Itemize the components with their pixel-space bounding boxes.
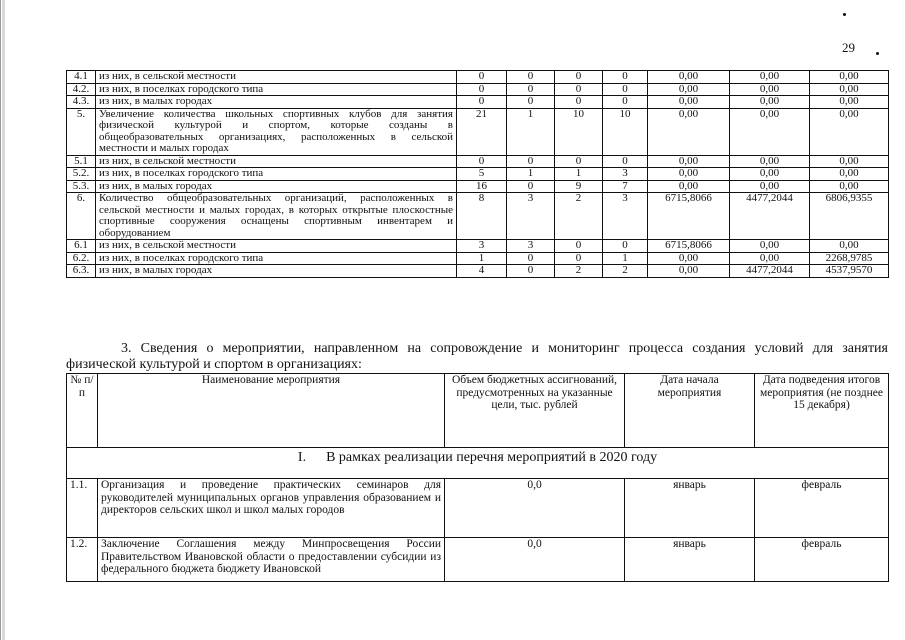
indicator-value-7: 0,00 — [810, 83, 889, 96]
indicator-number: 5.3. — [67, 180, 96, 193]
indicator-description: из них, в поселках городского типа — [96, 252, 457, 265]
indicator-value-3: 0 — [555, 71, 603, 84]
indicator-description: из них, в сельской местности — [96, 240, 457, 253]
indicator-value-5: 6715,8066 — [648, 240, 730, 253]
indicator-value-6: 0,00 — [730, 155, 810, 168]
indicator-value-3: 1 — [555, 168, 603, 181]
indicator-description: из них, в сельской местности — [96, 155, 457, 168]
indicator-description: Увеличение количества школьных спортивных клубов для занятия физической культурой и спортом, которые созданы в общеобразовательных организациях, расположенных в сельской местности и малых городах — [96, 108, 457, 155]
indicator-value-5: 0,00 — [648, 96, 730, 109]
indicator-value-5: 0,00 — [648, 252, 730, 265]
indicator-description: из них, в поселках городского типа — [96, 83, 457, 96]
indicator-value-5: 0,00 — [648, 265, 730, 278]
indicator-value-3: 10 — [555, 108, 603, 155]
header-end-date: Дата подведения итогов мероприятия (не позднее 15 декабря) — [755, 374, 889, 448]
indicator-value-2: 3 — [507, 193, 555, 240]
indicator-number: 4.3. — [67, 96, 96, 109]
indicator-value-2: 0 — [507, 96, 555, 109]
indicator-row — [67, 168, 889, 181]
indicator-number: 5.1 — [67, 155, 96, 168]
measure-name: Организация и проведение практических семинаров для руководителей муниципальных органов управления образованием и директоров сельских школ и школ малых городов — [98, 479, 445, 538]
indicator-value-3: 0 — [555, 240, 603, 253]
indicator-value-6: 0,00 — [730, 252, 810, 265]
indicator-row — [67, 193, 889, 240]
indicator-value-4: 3 — [603, 168, 648, 181]
section-row-text: В рамках реализации перечня мероприятий в 2020 году — [326, 450, 658, 465]
indicator-value-2: 0 — [507, 71, 555, 84]
indicator-value-1: 8 — [457, 193, 507, 240]
indicator-value-6: 0,00 — [730, 83, 810, 96]
indicator-value-5: 0,00 — [648, 180, 730, 193]
indicator-number: 6.2. — [67, 252, 96, 265]
section-row-number: I. — [297, 450, 307, 465]
indicator-value-2: 0 — [507, 265, 555, 278]
indicator-row — [67, 108, 889, 155]
measure-end: февраль — [755, 479, 889, 538]
indicator-value-4: 0 — [603, 96, 648, 109]
indicator-value-1: 0 — [457, 71, 507, 84]
indicator-description: Количество общеобразовательных организаций, расположенных в сельской местности и малых городах, в которых открытые плоскостные спортивные сооружения оснащены спортивным инвентарем и оборудованием — [96, 193, 457, 240]
indicator-value-7: 0,00 — [810, 240, 889, 253]
indicator-value-3: 0 — [555, 96, 603, 109]
indicator-value-6: 0,00 — [730, 180, 810, 193]
indicator-value-2: 1 — [507, 108, 555, 155]
indicator-number: 5. — [67, 108, 96, 155]
section-row — [67, 448, 889, 479]
indicator-value-4: 2 — [603, 265, 648, 278]
indicator-value-1: 0 — [457, 96, 507, 109]
indicator-row — [67, 155, 889, 168]
indicator-row — [67, 252, 889, 265]
indicator-value-6: 4477,2044 — [730, 193, 810, 240]
indicator-number: 4.2. — [67, 83, 96, 96]
indicator-value-1: 21 — [457, 108, 507, 155]
indicator-description: из них, в поселках городского типа — [96, 168, 457, 181]
indicator-value-1: 0 — [457, 155, 507, 168]
indicator-value-5: 0,00 — [648, 71, 730, 84]
indicator-number: 6.1 — [67, 240, 96, 253]
indicator-row — [67, 96, 889, 109]
indicator-value-7: 0,00 — [810, 96, 889, 109]
indicator-value-1: 1 — [457, 252, 507, 265]
indicator-row — [67, 180, 889, 193]
measure-end: февраль — [755, 538, 889, 582]
measures-header-row — [67, 374, 889, 448]
indicator-value-2: 0 — [507, 180, 555, 193]
measure-start: январь — [625, 538, 755, 582]
indicator-value-6: 0,00 — [730, 71, 810, 84]
indicator-value-7: 0,00 — [810, 180, 889, 193]
measure-row — [67, 538, 889, 582]
page-number: 29 — [842, 40, 855, 55]
indicator-row — [67, 265, 889, 278]
indicator-value-7: 0,00 — [810, 71, 889, 84]
indicator-value-2: 0 — [507, 83, 555, 96]
indicators-table-body — [67, 71, 889, 278]
indicator-value-3: 2 — [555, 193, 603, 240]
measure-budget: 0,0 — [445, 479, 625, 538]
indicator-value-2: 3 — [507, 240, 555, 253]
indicators-table — [66, 70, 889, 278]
section-3-title: 3. Сведения о мероприятии, направленном на сопровождение и мониторинг процесса создания условий для занятия физической культурой и спортом в организациях: — [66, 341, 888, 372]
measure-name: Заключение Соглашения между Минпросвещения России Правительством Ивановской области о предоставлении субсидии из федерального бюджета бюджету Ивановской — [98, 538, 445, 582]
scan-edge-line — [0, 0, 1, 640]
scan-speck — [843, 13, 846, 16]
indicator-value-5: 0,00 — [648, 155, 730, 168]
indicator-value-4: 10 — [603, 108, 648, 155]
indicator-value-4: 7 — [603, 180, 648, 193]
indicator-value-4: 0 — [603, 240, 648, 253]
indicator-value-4: 0 — [603, 155, 648, 168]
indicator-row — [67, 83, 889, 96]
indicator-description: из них, в малых городах — [96, 265, 457, 278]
indicator-value-7: 4537,9570 — [810, 265, 889, 278]
indicator-value-7: 0,00 — [810, 108, 889, 155]
section-row-cell — [67, 448, 889, 479]
indicator-value-5: 0,00 — [648, 83, 730, 96]
indicator-row — [67, 71, 889, 84]
indicator-description: из них, в сельской местности — [96, 71, 457, 84]
indicator-value-7: 0,00 — [810, 168, 889, 181]
indicator-value-3: 9 — [555, 180, 603, 193]
indicator-value-5: 6715,8066 — [648, 193, 730, 240]
indicator-number: 4.1 — [67, 71, 96, 84]
header-budget: Объем бюджетных ассигнований, предусмотренных на указанные цели, тыс. рублей — [445, 374, 625, 448]
indicator-value-5: 0,00 — [648, 108, 730, 155]
indicator-value-1: 4 — [457, 265, 507, 278]
indicator-description: из них, в малых городах — [96, 96, 457, 109]
indicator-row — [67, 240, 889, 253]
indicator-value-5: 0,00 — [648, 168, 730, 181]
indicator-value-4: 0 — [603, 71, 648, 84]
indicator-value-7: 2268,9785 — [810, 252, 889, 265]
indicator-value-7: 6806,9355 — [810, 193, 889, 240]
indicator-value-1: 3 — [457, 240, 507, 253]
indicator-value-6: 0,00 — [730, 108, 810, 155]
indicator-value-1: 16 — [457, 180, 507, 193]
indicator-value-3: 2 — [555, 265, 603, 278]
indicator-number: 6. — [67, 193, 96, 240]
indicator-value-4: 1 — [603, 252, 648, 265]
indicator-description: из них, в малых городах — [96, 180, 457, 193]
measure-budget: 0,0 — [445, 538, 625, 582]
indicator-value-7: 0,00 — [810, 155, 889, 168]
indicator-value-6: 0,00 — [730, 168, 810, 181]
measure-row — [67, 479, 889, 538]
indicator-value-4: 3 — [603, 193, 648, 240]
indicator-value-6: 4477,2044 — [730, 265, 810, 278]
indicator-value-4: 0 — [603, 83, 648, 96]
measure-start: январь — [625, 479, 755, 538]
indicator-value-2: 1 — [507, 168, 555, 181]
indicator-value-1: 5 — [457, 168, 507, 181]
scan-edge-shadow — [2, 0, 5, 640]
indicator-value-3: 0 — [555, 155, 603, 168]
header-name: Наименование мероприятия — [98, 374, 445, 448]
header-num: № п/п — [67, 374, 98, 448]
header-start-date: Дата начала мероприятия — [625, 374, 755, 448]
indicator-value-2: 0 — [507, 252, 555, 265]
indicator-value-2: 0 — [507, 155, 555, 168]
indicator-value-1: 0 — [457, 83, 507, 96]
measure-num: 1.1. — [67, 479, 98, 538]
indicator-value-3: 0 — [555, 252, 603, 265]
indicator-value-6: 0,00 — [730, 240, 810, 253]
indicator-value-3: 0 — [555, 83, 603, 96]
indicator-value-6: 0,00 — [730, 96, 810, 109]
indicator-number: 5.2. — [67, 168, 96, 181]
measures-table — [66, 373, 889, 582]
scan-speck — [876, 52, 879, 55]
indicator-number: 6.3. — [67, 265, 96, 278]
measure-num: 1.2. — [67, 538, 98, 582]
